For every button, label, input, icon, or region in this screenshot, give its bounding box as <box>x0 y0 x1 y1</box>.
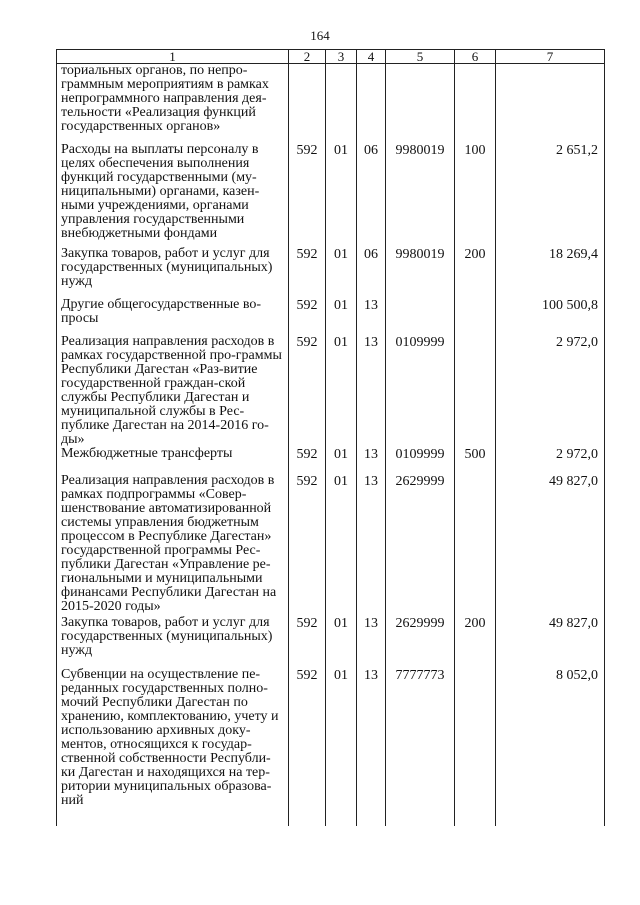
budget-table <box>56 49 605 826</box>
row-pr <box>357 64 386 144</box>
column-header: 7 <box>496 50 605 64</box>
row-vr: 200 <box>455 247 496 298</box>
row-csr <box>386 298 455 335</box>
table-row <box>57 668 605 826</box>
row-pr: 06 <box>357 143 386 247</box>
table-row <box>57 335 605 447</box>
row-sum: 2 651,2 <box>496 143 605 247</box>
column-header: 1 <box>57 50 289 64</box>
row-ved: 592 <box>289 616 326 668</box>
row-ved: 592 <box>289 247 326 298</box>
row-sum: 2 972,0 <box>496 335 605 447</box>
row-pr: 13 <box>357 616 386 668</box>
row-pr: 13 <box>357 298 386 335</box>
row-ved: 592 <box>289 474 326 616</box>
row-csr: 9980019 <box>386 247 455 298</box>
row-name: Реализация направления расходов в рамках подпрограммы «Совер-шенствование автоматизированной системы управления бюджетным процессом в Республике Дагестан» государственной программы Рес-публики Дагестан «Управление ре-гиональными и муниципальными финансами Республики Дагестан на 2015-2020 годы» <box>57 474 289 616</box>
row-pr: 13 <box>357 335 386 447</box>
row-vr <box>455 298 496 335</box>
row-csr: 9980019 <box>386 143 455 247</box>
row-name: Закупка товаров, работ и услуг для государственных (муниципальных) нужд <box>57 616 289 668</box>
row-rz <box>326 64 357 144</box>
row-sum: 49 827,0 <box>496 474 605 616</box>
row-csr: 0109999 <box>386 335 455 447</box>
column-header: 5 <box>386 50 455 64</box>
row-vr: 100 <box>455 143 496 247</box>
row-name: Другие общегосударственные во-просы <box>57 298 289 335</box>
column-number-header <box>57 50 605 64</box>
row-csr: 7777773 <box>386 668 455 826</box>
table-row <box>57 447 605 474</box>
row-ved: 592 <box>289 143 326 247</box>
row-vr <box>455 668 496 826</box>
row-ved: 592 <box>289 298 326 335</box>
row-sum <box>496 64 605 144</box>
row-rz: 01 <box>326 616 357 668</box>
row-vr <box>455 64 496 144</box>
row-sum: 49 827,0 <box>496 616 605 668</box>
row-sum: 2 972,0 <box>496 447 605 474</box>
row-rz: 01 <box>326 447 357 474</box>
table-row <box>57 247 605 298</box>
table-row <box>57 616 605 668</box>
row-vr <box>455 335 496 447</box>
row-rz: 01 <box>326 298 357 335</box>
table-row <box>57 474 605 616</box>
row-name: Межбюджетные трансферты <box>57 447 289 474</box>
row-vr: 200 <box>455 616 496 668</box>
row-ved: 592 <box>289 447 326 474</box>
row-pr: 06 <box>357 247 386 298</box>
row-rz: 01 <box>326 668 357 826</box>
row-name: Субвенции на осуществление пе-реданных государственных полно-мочий Республики Дагестан по хранению, комплектованию, учету и использованию архивных доку-ментов, относящихся к государ-ственной собственности Республи-ки Дагестан и находящихся на тер-ритории муниципальных образова-ний <box>57 668 289 826</box>
column-header: 4 <box>357 50 386 64</box>
row-csr: 2629999 <box>386 616 455 668</box>
column-header: 6 <box>455 50 496 64</box>
row-pr: 13 <box>357 668 386 826</box>
table-row <box>57 64 605 144</box>
row-ved: 592 <box>289 668 326 826</box>
row-name: Расходы на выплаты персоналу в целях обеспечения выполнения функций государственными (му-ниципальными) органами, казен-ными учреждениями, органами управления государственными внебюджетными фондами <box>57 143 289 247</box>
row-rz: 01 <box>326 474 357 616</box>
row-vr <box>455 474 496 616</box>
row-ved <box>289 64 326 144</box>
row-vr: 500 <box>455 447 496 474</box>
row-pr: 13 <box>357 474 386 616</box>
column-header: 2 <box>289 50 326 64</box>
row-csr <box>386 64 455 144</box>
row-sum: 18 269,4 <box>496 247 605 298</box>
row-sum: 100 500,8 <box>496 298 605 335</box>
row-rz: 01 <box>326 335 357 447</box>
table-row <box>57 298 605 335</box>
row-name: Реализация направления расходов в рамках государственной про-граммы Республики Дагестан «Раз-витие государственной граждан-ской службы Республики Дагестан и муниципальной службы в Рес-публике Дагестан на 2014-2016 го-ды» <box>57 335 289 447</box>
row-rz: 01 <box>326 143 357 247</box>
row-sum: 8 052,0 <box>496 668 605 826</box>
table-row <box>57 143 605 247</box>
row-rz: 01 <box>326 247 357 298</box>
row-name: ториальных органов, по непро-граммным мероприятиям в рамках непрограммного направления дея-тельности «Реализация функций государственных органов» <box>57 64 289 144</box>
row-csr: 2629999 <box>386 474 455 616</box>
row-ved: 592 <box>289 335 326 447</box>
row-name: Закупка товаров, работ и услуг для государственных (муниципальных) нужд <box>57 247 289 298</box>
column-header: 3 <box>326 50 357 64</box>
row-pr: 13 <box>357 447 386 474</box>
page-number: 164 <box>310 28 330 43</box>
row-csr: 0109999 <box>386 447 455 474</box>
